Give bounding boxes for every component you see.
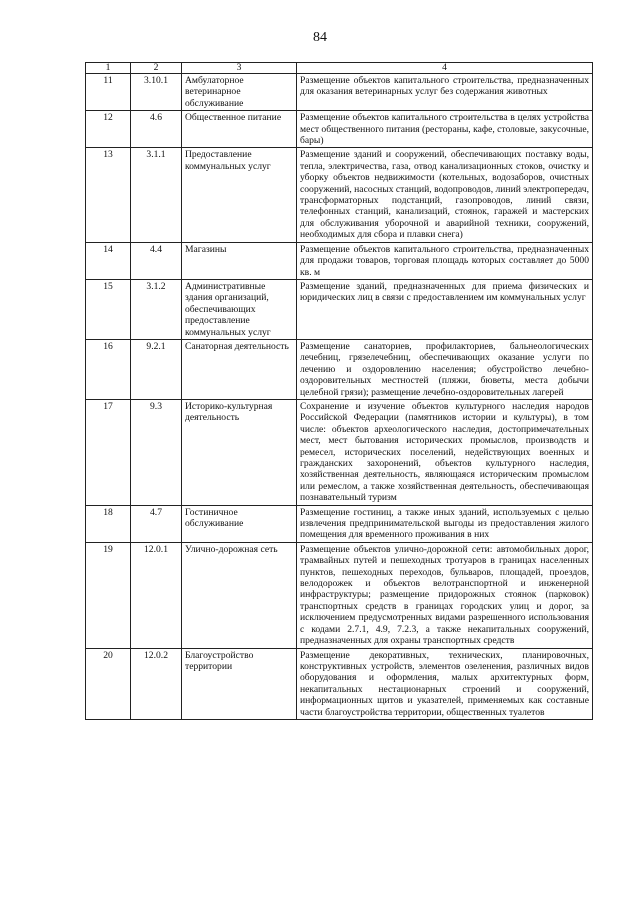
table-row [86,111,593,148]
use-code: 4.6 [131,111,182,148]
row-number: 17 [86,399,131,505]
use-name: Магазины [182,242,297,279]
use-code: 4.4 [131,242,182,279]
row-number: 11 [86,74,131,111]
use-name: Историко-культурная деятельность [182,399,297,505]
use-name: Благоустройство территории [182,648,297,719]
use-name: Амбулаторное ветеринарное обслуживание [182,74,297,111]
use-description: Сохранение и изучение объектов культурного наследия народов Российской Федерации (памятников истории и культуры), в том числе: объектов археологического наследия, достопримечательных мест, мест бытования исторических промыслов, производств и ремесел, исторических поселений, недействующих военных и гражданских захоронений, объектов культурного наследия, хозяйственная деятельность, являющаяся историческим промыслом или ремеслом, а также хозяйственная деятельность, обеспечивающая познавательный туризм [297,399,593,505]
use-description: Размещение гостиниц, а также иных зданий, используемых с целью извлечения предпринимательской выгоды из предоставления жилого помещения для временного проживания в них [297,505,593,542]
use-name: Улично-дорожная сеть [182,542,297,648]
use-description: Размещение декоративных, технических, планировочных, конструктивных устройств, элементов озеленения, различных видов оборудования и оформления, малых архитектурных форм, некапитальных нестационарных строений и сооружений, информационных щитов и указателей, применяемых как составные части благоустройства территории, общественных туалетов [297,648,593,719]
column-header: 4 [297,63,593,74]
use-code: 3.1.2 [131,279,182,339]
use-code: 12.0.2 [131,648,182,719]
row-number: 15 [86,279,131,339]
use-code: 9.3 [131,399,182,505]
row-number: 16 [86,339,131,399]
table-row [86,542,593,648]
use-name: Общественное питание [182,111,297,148]
use-description: Размещение санаториев, профилакториев, бальнеологических лечебниц, грязелечебниц, обеспечивающих оказание услуги по лечению и оздоровлению населения; обустройство лечебно-оздоровительных местностей (пляжи, бюветы, места добычи целебной грязи); размещение лечебно-оздоровительных лагерей [297,339,593,399]
table-row [86,242,593,279]
use-description: Размещение зданий и сооружений, обеспечивающих поставку воды, тепла, электричества, газа, отвод канализационных стоков, очистку и уборку объектов недвижимости (котельных, водозаборов, очистных сооружений, насосных станций, водопроводов, линий электропередач, трансформаторных подстанций, газопроводов, линий связи, телефонных станций, канализаций, стоянок, гаражей и мастерских для обслуживания уборочной и аварийной техники, сооружений, необходимых для сбора и плавки снега) [297,148,593,242]
land-use-table [85,62,593,720]
use-description: Размещение объектов капитального строительства, предназначенных для продажи товаров, торговая площадь которых составляет до 5000 кв. м [297,242,593,279]
row-number: 13 [86,148,131,242]
row-number: 20 [86,648,131,719]
row-number: 14 [86,242,131,279]
table-row [86,339,593,399]
table-row [86,505,593,542]
table-row [86,279,593,339]
use-code: 3.10.1 [131,74,182,111]
table-row [86,74,593,111]
table-row [86,148,593,242]
page-number: 84 [313,30,327,45]
use-description: Размещение объектов улично-дорожной сети: автомобильных дорог, трамвайных путей и пешеходных тротуаров в границах населенных пунктов, пешеходных переходов, бульваров, площадей, проездов, велодорожек и объектов велотранспортной и инженерной инфраструктуры; размещение придорожных стоянок (парковок) транспортных средств в границах городских улиц и дорог, за исключением предусмотренных видами разрешенного использования с кодами 2.7.1, 4.9, 7.2.3, а также некапитальных сооружений, предназначенных для охраны транспортных средств [297,542,593,648]
column-header: 1 [86,63,131,74]
use-name: Административные здания организаций, обеспечивающих предоставление коммунальных услуг [182,279,297,339]
use-code: 9.2.1 [131,339,182,399]
use-code: 3.1.1 [131,148,182,242]
column-header: 3 [182,63,297,74]
table-header-row [86,63,593,74]
use-code: 12.0.1 [131,542,182,648]
use-description: Размещение объектов капитального строительства, предназначенных для оказания ветеринарных услуг без содержания животных [297,74,593,111]
column-header: 2 [131,63,182,74]
table-row [86,399,593,505]
use-name: Предоставление коммунальных услуг [182,148,297,242]
use-code: 4.7 [131,505,182,542]
row-number: 19 [86,542,131,648]
table-row [86,648,593,719]
use-name: Гостиничное обслуживание [182,505,297,542]
use-name: Санаторная деятельность [182,339,297,399]
row-number: 18 [86,505,131,542]
use-description: Размещение зданий, предназначенных для приема физических и юридических лиц в связи с предоставлением им коммунальных услуг [297,279,593,339]
row-number: 12 [86,111,131,148]
use-description: Размещение объектов капитального строительства в целях устройства мест общественного питания (рестораны, кафе, столовые, закусочные, бары) [297,111,593,148]
